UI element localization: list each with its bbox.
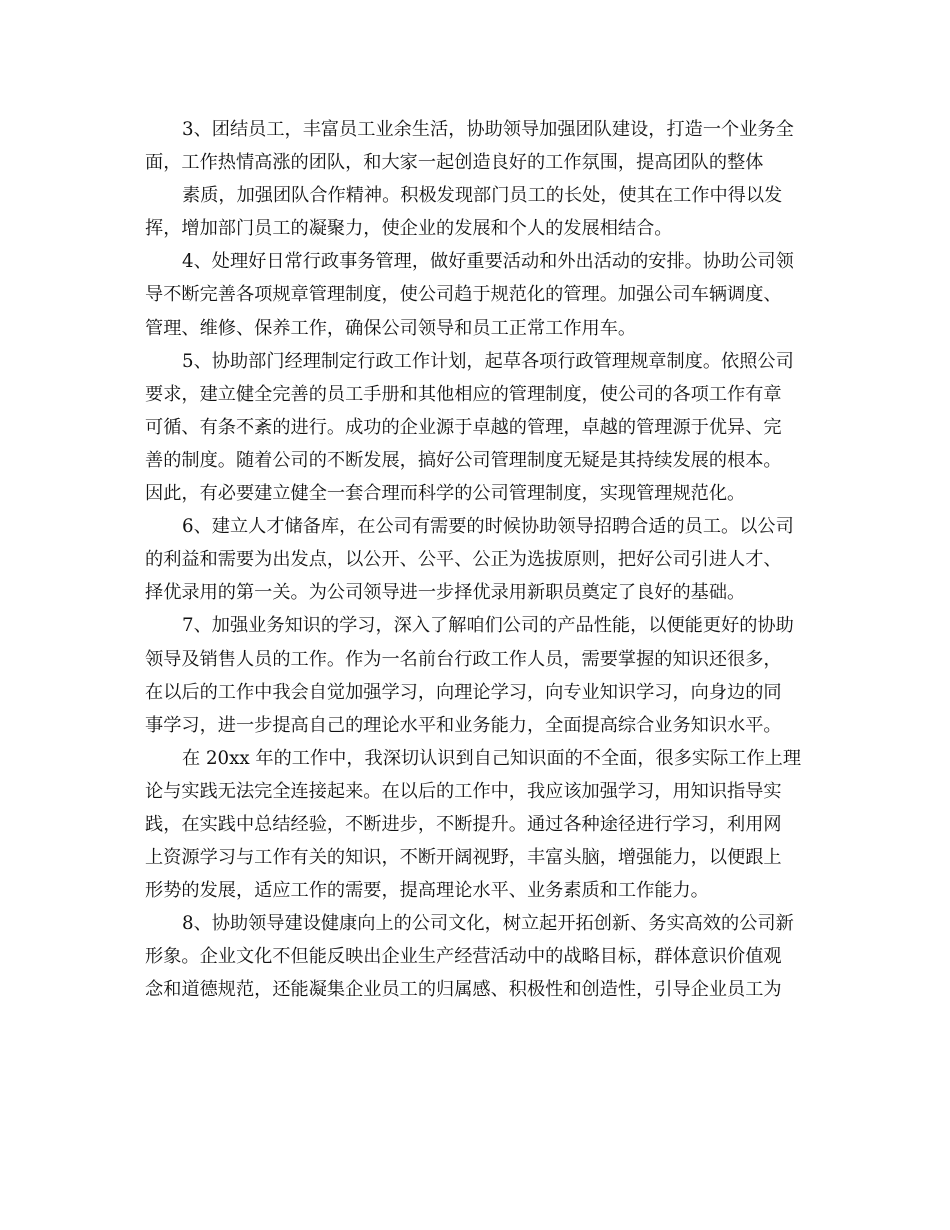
text-line: 事学习，进一步提高自己的理论水平和业务能力，全面提高综合业务知识水平。 (145, 714, 782, 736)
text-line: 念和道德规范，还能凝集企业员工的归属感、积极性和创造性，引导企业员工为 (145, 979, 782, 1001)
text-line: 挥，增加部门员工的凝聚力，使企业的发展和个人的发展相结合。 (145, 218, 673, 240)
text-line: 在 20xx 年的工作中，我深切认识到自己知识面的不全面，很多实际工作上理 (182, 747, 802, 769)
text-line: 管理、维修、保养工作，确保公司领导和员工正常工作用车。 (145, 317, 637, 339)
text-line: 上资源学习与工作有关的知识，不断开阔视野，丰富头脑，增强能力，以便跟上 (145, 847, 782, 869)
text-line: 领导及销售人员的工作。作为一名前台行政工作人员，需要掌握的知识还很多， (145, 648, 782, 670)
text-line: 要求，建立健全完善的员工手册和其他相应的管理制度，使公司的各项工作有章 (145, 383, 782, 405)
text-line: 7、加强业务知识的学习，深入了解咱们公司的产品性能，以便能更好的协助 (182, 615, 794, 637)
text-line: 善的制度。随着公司的不断发展，搞好公司管理制度无疑是其持续发展的根本。 (145, 449, 782, 471)
text-line: 4、处理好日常行政事务管理，做好重要活动和外出活动的安排。协助公司领 (182, 251, 794, 273)
text-line: 形象。企业文化不但能反映出企业生产经营活动中的战略目标，群体意识价值观 (145, 946, 782, 968)
text-line: 面，工作热情高涨的团队，和大家一起创造良好的工作氛围，提高团队的整体 (145, 152, 764, 174)
text-line: 论与实践无法完全连接起来。在以后的工作中，我应该加强学习，用知识指导实 (145, 780, 782, 802)
text-line: 在以后的工作中我会自觉加强学习，向理论学习，向专业知识学习，向身边的同 (145, 681, 782, 703)
text-line: 3、团结员工，丰富员工业余生活，协助领导加强团队建设，打造一个业务全 (182, 119, 794, 140)
document-body (145, 113, 810, 1007)
text-line: 的利益和需要为出发点，以公开、公平、公正为选拔原则，把好公司引进人才、 (145, 549, 782, 571)
text-line: 5、协助部门经理制定行政工作计划，起草各项行政管理规章制度。依照公司 (182, 350, 794, 372)
text-line: 践，在实践中总结经验，不断进步，不断提升。通过各种途径进行学习，利用网 (145, 813, 782, 835)
text-line: 6、建立人才储备库，在公司有需要的时候协助领导招聘合适的员工。以公司 (182, 516, 794, 538)
text-line: 择优录用的第一关。为公司领导进一步择优录用新职员奠定了良好的基础。 (145, 582, 746, 604)
text-line: 8、协助领导建设健康向上的公司文化，树立起开拓创新、务实高效的公司新 (182, 913, 794, 935)
text-line: 可循、有条不紊的进行。成功的企业源于卓越的管理，卓越的管理源于优异、完 (145, 416, 782, 438)
text-line: 形势的发展，适应工作的需要，提高理论水平、业务素质和工作能力。 (145, 880, 709, 902)
text-line: 因此，有必要建立健全一套合理而科学的公司管理制度，实现管理规范化。 (145, 483, 746, 505)
text-line: 素质，加强团队合作精神。积极发现部门员工的长处，使其在工作中得以发 (182, 185, 783, 207)
text-line: 导不断完善各项规章管理制度，使公司趋于规范化的管理。加强公司车辆调度、 (145, 284, 782, 306)
